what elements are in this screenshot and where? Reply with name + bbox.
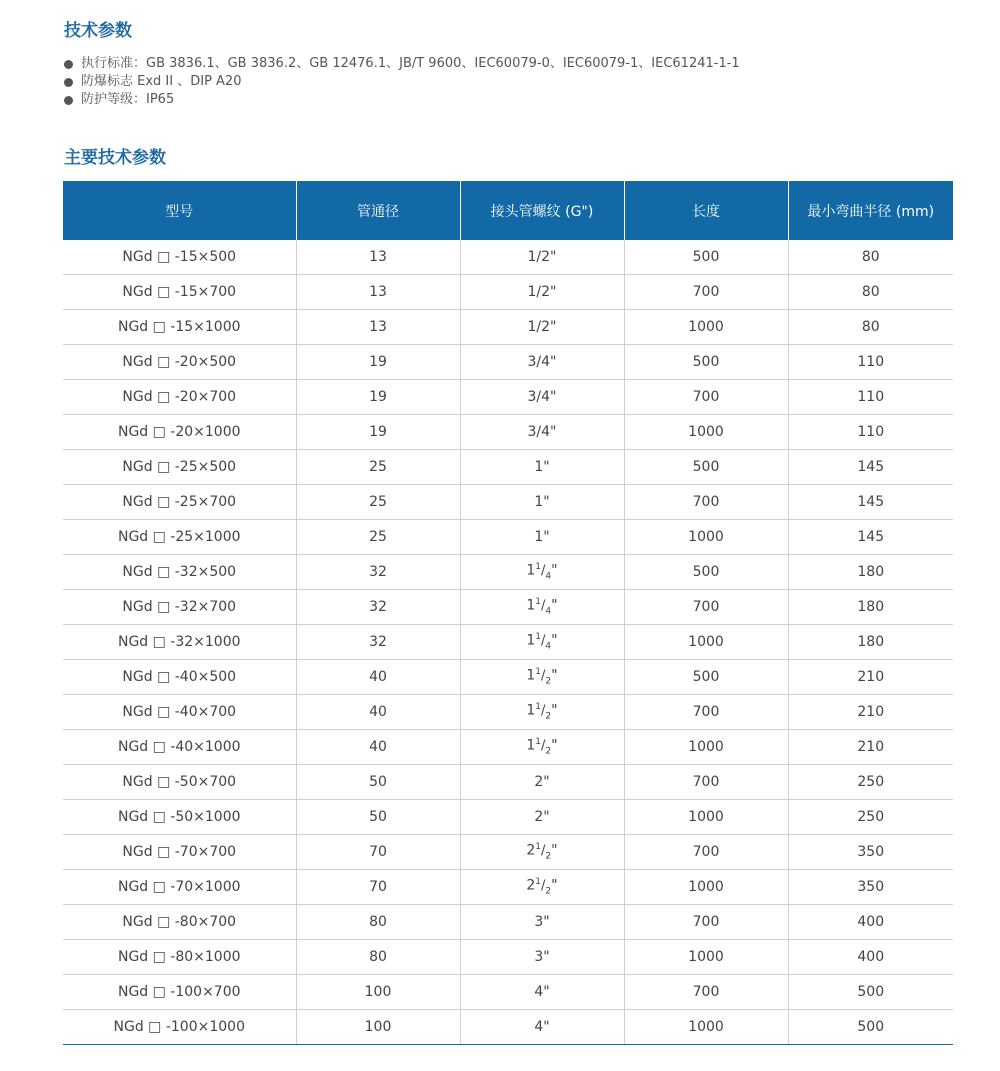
cell-length: 1000 [624,310,788,345]
cell-model: NGd □ -80×700 [63,905,296,940]
thread-numerator: 1 [535,737,542,748]
inch-mark: " [551,877,558,894]
cell-thread [460,555,624,590]
cell-thread [460,625,624,660]
cell-diameter: 80 [296,905,460,940]
cell-model: NGd □ -20×700 [63,380,296,415]
params-table [63,181,953,1045]
table-row [63,765,953,800]
cell-model: NGd □ -40×500 [63,660,296,695]
table-row [63,380,953,415]
cell-model: NGd □ -15×500 [63,240,296,275]
cell-model: NGd □ -20×500 [63,345,296,380]
cell-length: 700 [624,975,788,1010]
cell-model: NGd □ -70×1000 [63,870,296,905]
cell-diameter: 13 [296,310,460,345]
header-model: 型号 [63,181,296,240]
cell-length: 1000 [624,800,788,835]
cell-radius: 250 [788,800,953,835]
thread-whole: 1 [526,597,536,614]
cell-diameter: 25 [296,485,460,520]
cell-diameter: 50 [296,800,460,835]
thread-whole: 1/2" [527,249,557,265]
cell-length: 500 [624,240,788,275]
thread-whole: 2 [526,877,536,894]
table-row [63,905,953,940]
inch-mark: " [551,842,558,859]
cell-length: 700 [624,695,788,730]
thread-numerator: 1 [535,702,542,713]
cell-thread [460,730,624,765]
spec-item-explosion-mark [64,73,740,91]
cell-length: 1000 [624,940,788,975]
inch-mark: " [551,562,558,579]
spec-text: 防爆标志 Exd II 、DIP A20 [81,74,242,89]
cell-thread [460,695,624,730]
cell-thread [460,240,624,275]
cell-diameter: 13 [296,275,460,310]
cell-length: 500 [624,555,788,590]
thread-numerator: 1 [535,877,542,888]
cell-diameter: 25 [296,520,460,555]
header-thread: 接头管螺纹 (G") [460,181,624,240]
table-row [63,940,953,975]
cell-model: NGd □ -100×700 [63,975,296,1010]
cell-model: NGd □ -50×700 [63,765,296,800]
cell-length: 1000 [624,625,788,660]
table-row [63,870,953,905]
cell-diameter: 19 [296,380,460,415]
header-radius: 最小弯曲半径 (mm) [788,181,953,240]
cell-radius: 180 [788,555,953,590]
cell-length: 700 [624,765,788,800]
cell-diameter: 32 [296,555,460,590]
table-row [63,485,953,520]
table-row [63,730,953,765]
fraction-slash: / [541,738,546,754]
thread-denominator: 2 [545,676,552,687]
cell-radius: 145 [788,450,953,485]
cell-thread [460,380,624,415]
table-row [63,450,953,485]
table-row [63,345,953,380]
table-row [63,555,953,590]
cell-length: 500 [624,345,788,380]
thread-numerator: 1 [535,842,542,853]
table-row [63,975,953,1010]
header-diameter: 管通径 [296,181,460,240]
cell-thread [460,485,624,520]
cell-radius: 80 [788,240,953,275]
table-row [63,520,953,555]
cell-model: NGd □ -40×700 [63,695,296,730]
cell-radius: 180 [788,625,953,660]
thread-denominator: 4 [545,571,552,582]
spec-text: 防护等级：IP65 [81,92,175,107]
cell-radius: 210 [788,660,953,695]
thread-denominator: 4 [545,606,552,617]
cell-diameter: 13 [296,240,460,275]
cell-radius: 180 [788,590,953,625]
cell-thread [460,415,624,450]
cell-diameter: 19 [296,415,460,450]
cell-diameter: 40 [296,695,460,730]
inch-mark: " [551,597,558,614]
thread-whole: 3/4" [527,354,557,370]
fraction-slash: / [541,633,546,649]
fraction-slash: / [541,563,546,579]
cell-thread [460,520,624,555]
cell-diameter: 32 [296,590,460,625]
thread-whole: 4" [534,984,550,1000]
cell-radius: 80 [788,310,953,345]
cell-thread [460,275,624,310]
table-row [63,590,953,625]
cell-length: 1000 [624,870,788,905]
cell-diameter: 100 [296,1010,460,1045]
cell-radius: 400 [788,940,953,975]
thread-whole: 1 [526,632,536,649]
cell-model: NGd □ -20×1000 [63,415,296,450]
thread-whole: 3" [534,914,550,930]
fraction-slash: / [541,878,546,894]
cell-radius: 145 [788,520,953,555]
thread-whole: 1 [526,737,536,754]
cell-thread [460,870,624,905]
cell-diameter: 40 [296,660,460,695]
cell-model: NGd □ -100×1000 [63,1010,296,1045]
thread-whole: 1" [534,459,550,475]
cell-diameter: 40 [296,730,460,765]
header-length: 长度 [624,181,788,240]
cell-diameter: 25 [296,450,460,485]
thread-denominator: 2 [545,851,552,862]
cell-thread [460,590,624,625]
table-body [63,240,953,1045]
cell-thread [460,310,624,345]
cell-diameter: 19 [296,345,460,380]
cell-thread [460,765,624,800]
table-row [63,1010,953,1045]
inch-mark: " [551,702,558,719]
inch-mark: " [551,632,558,649]
thread-whole: 1 [526,562,536,579]
table-row [63,240,953,275]
cell-model: NGd □ -80×1000 [63,940,296,975]
cell-radius: 110 [788,345,953,380]
fraction-slash: / [541,843,546,859]
table-row [63,415,953,450]
cell-model: NGd □ -32×1000 [63,625,296,660]
cell-length: 700 [624,485,788,520]
table-row [63,275,953,310]
cell-radius: 400 [788,905,953,940]
table-row [63,695,953,730]
cell-radius: 350 [788,870,953,905]
table-header-row [63,181,953,240]
cell-thread [460,660,624,695]
cell-thread [460,975,624,1010]
thread-numerator: 1 [535,667,542,678]
bullet-icon [64,78,73,87]
section-title-tech-params: 技术参数 [64,21,132,41]
cell-length: 1000 [624,1010,788,1045]
thread-whole: 1/2" [527,284,557,300]
cell-length: 1000 [624,520,788,555]
cell-thread [460,905,624,940]
fraction-slash: / [541,598,546,614]
cell-length: 500 [624,450,788,485]
cell-radius: 80 [788,275,953,310]
thread-whole: 3/4" [527,424,557,440]
table-row [63,310,953,345]
thread-denominator: 2 [545,746,552,757]
cell-length: 1000 [624,415,788,450]
thread-whole: 3/4" [527,389,557,405]
thread-numerator: 1 [535,597,542,608]
cell-model: NGd □ -50×1000 [63,800,296,835]
cell-radius: 210 [788,695,953,730]
cell-length: 700 [624,905,788,940]
thread-whole: 1" [534,494,550,510]
bullet-icon [64,60,73,69]
cell-model: NGd □ -32×700 [63,590,296,625]
spec-text: 执行标准：GB 3836.1、GB 3836.2、GB 12476.1、JB/T 9600、IEC60079-0、IEC60079-1、IEC61241-1-1 [81,56,740,71]
cell-thread [460,1010,624,1045]
thread-numerator: 1 [535,632,542,643]
thread-denominator: 2 [545,886,552,897]
cell-thread [460,940,624,975]
cell-length: 700 [624,590,788,625]
table-row [63,835,953,870]
bullet-icon [64,96,73,105]
fraction-slash: / [541,703,546,719]
cell-radius: 500 [788,975,953,1010]
cell-diameter: 70 [296,870,460,905]
cell-model: NGd □ -25×500 [63,450,296,485]
cell-length: 700 [624,275,788,310]
cell-radius: 110 [788,380,953,415]
thread-whole: 2 [526,842,536,859]
cell-diameter: 70 [296,835,460,870]
cell-length: 1000 [624,730,788,765]
cell-model: NGd □ -15×700 [63,275,296,310]
thread-whole: 1" [534,529,550,545]
cell-diameter: 50 [296,765,460,800]
cell-radius: 500 [788,1010,953,1045]
table-row [63,800,953,835]
cell-length: 700 [624,380,788,415]
cell-thread [460,800,624,835]
cell-length: 500 [624,660,788,695]
cell-diameter: 80 [296,940,460,975]
cell-radius: 350 [788,835,953,870]
cell-model: NGd □ -40×1000 [63,730,296,765]
cell-thread [460,345,624,380]
inch-mark: " [551,667,558,684]
cell-radius: 210 [788,730,953,765]
spec-item-standard [64,55,740,73]
thread-whole: 4" [534,1019,550,1035]
cell-thread [460,450,624,485]
thread-denominator: 2 [545,711,552,722]
thread-whole: 2" [534,809,550,825]
table-row [63,625,953,660]
cell-model: NGd □ -70×700 [63,835,296,870]
thread-whole: 1 [526,667,536,684]
thread-whole: 3" [534,949,550,965]
thread-whole: 2" [534,774,550,790]
cell-model: NGd □ -32×500 [63,555,296,590]
table-row [63,660,953,695]
cell-radius: 110 [788,415,953,450]
thread-whole: 1 [526,702,536,719]
thread-whole: 1/2" [527,319,557,335]
cell-diameter: 100 [296,975,460,1010]
cell-thread [460,835,624,870]
section-title-main-params: 主要技术参数 [64,148,166,168]
spec-list [64,55,740,109]
cell-model: NGd □ -25×700 [63,485,296,520]
cell-length: 700 [624,835,788,870]
cell-diameter: 32 [296,625,460,660]
cell-radius: 250 [788,765,953,800]
thread-numerator: 1 [535,562,542,573]
cell-model: NGd □ -15×1000 [63,310,296,345]
cell-radius: 145 [788,485,953,520]
spec-item-protection [64,91,740,109]
inch-mark: " [551,737,558,754]
cell-model: NGd □ -25×1000 [63,520,296,555]
thread-denominator: 4 [545,641,552,652]
fraction-slash: / [541,668,546,684]
